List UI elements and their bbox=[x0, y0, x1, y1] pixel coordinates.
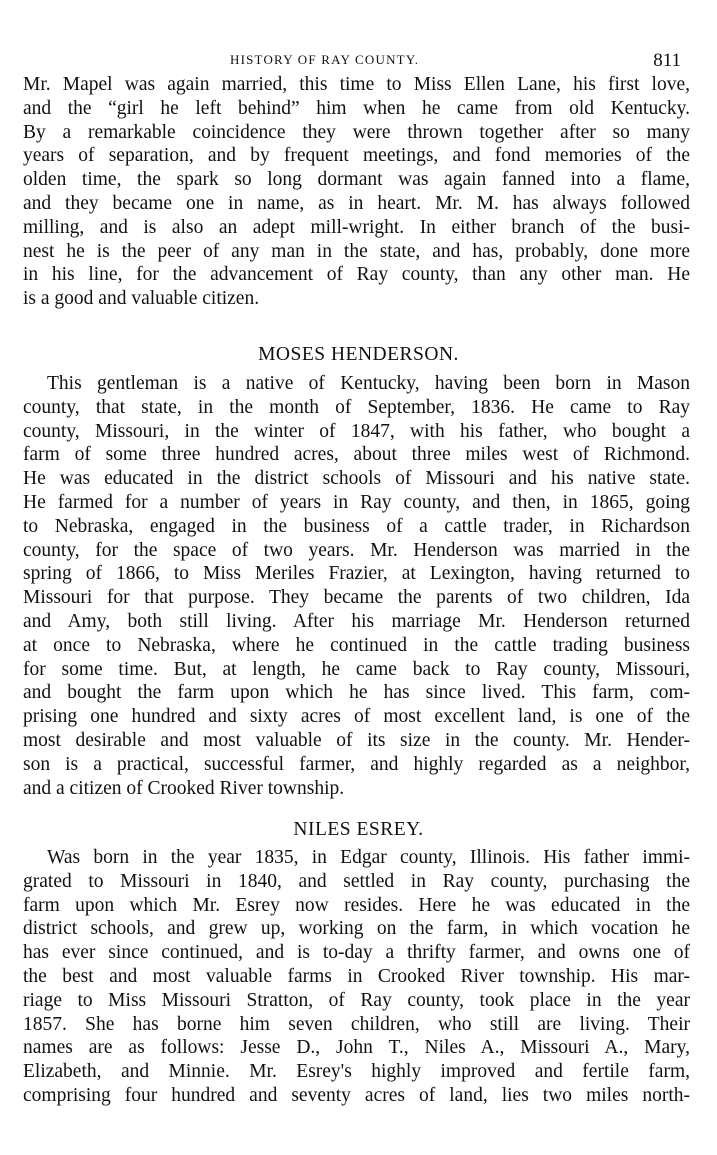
text-line: olden time, the spark so long dormant was again fanned into a flame, bbox=[23, 169, 690, 191]
text-line: prising one hundred and sixty acres of most excellent land, is one of the bbox=[23, 706, 690, 728]
text-line: farm of some three hundred acres, about three miles west of Richmond. bbox=[23, 444, 690, 466]
text-line: county, Missouri, in the winter of 1847, with his father, who bought a bbox=[23, 420, 690, 442]
text-line: milling, and is also an adept mill-wright. In either branch of the busi- bbox=[23, 216, 690, 238]
paragraph-mapel bbox=[23, 73, 690, 311]
running-title: HISTORY OF RAY COUNTY. bbox=[230, 52, 420, 67]
text-line: Elizabeth, and Minnie. Mr. Esrey's highly improved and fertile farm, bbox=[23, 1061, 690, 1083]
text-line: Mr. Mapel was again married, this time to Miss Ellen Lane, his first love, bbox=[23, 74, 690, 95]
text-line: at once to Nebraska, where he continued in the cattle trading business bbox=[23, 634, 690, 656]
text-line: county, that state, in the month of September, 1836. He came to Ray bbox=[23, 396, 690, 418]
text-line: 1857. She has borne him seven children, who still are living. Their bbox=[23, 1013, 690, 1035]
text-line: He farmed for a number of years in Ray county, and then, in 1865, going bbox=[23, 491, 690, 513]
text-line: and Amy, both still living. After his marriage Mr. Henderson returned bbox=[23, 610, 690, 632]
text-line: county, for the space of two years. Mr. Henderson was married in the bbox=[23, 539, 690, 561]
page-number: 811 bbox=[653, 50, 681, 71]
section-heading-moses-henderson: MOSES HENDERSON. bbox=[258, 344, 459, 365]
text-line: and bought the farm upon which he has since lived. This farm, com- bbox=[23, 682, 690, 704]
text-line: most desirable and most valuable of its size in the county. Mr. Hender- bbox=[23, 729, 690, 751]
text-line: grated to Missouri in 1840, and settled in Ray county, purchasing the bbox=[23, 870, 690, 892]
text-line: and they became one in name, as in heart. Mr. M. has always followed bbox=[23, 192, 690, 214]
running-header bbox=[0, 50, 717, 72]
text-line: district schools, and grew up, working on the farm, in which vocation he bbox=[23, 918, 690, 940]
text-line: son is a practical, successful farmer, and highly regarded as a neighbor, bbox=[23, 753, 690, 775]
text-line: years of separation, and by frequent meetings, and fond memories of the bbox=[23, 145, 690, 167]
text-line: for some time. But, at length, he came back to Ray county, Missouri, bbox=[23, 658, 690, 680]
text-line: He was educated in the district schools of Missouri and his native state. bbox=[23, 468, 690, 490]
text-line: nest he is the peer of any man in the state, and has, probably, done more bbox=[23, 240, 690, 262]
text-line: is a good and valuable citizen. bbox=[23, 288, 260, 310]
text-line: in his line, for the advancement of Ray county, than any other man. He bbox=[23, 264, 690, 286]
text-line: the best and most valuable farms in Crooked River township. His mar- bbox=[23, 965, 690, 987]
text-line: By a remarkable coincidence they were thrown together after so many bbox=[23, 121, 690, 143]
text-line: farm upon which Mr. Esrey now resides. Here he was educated in the bbox=[23, 894, 690, 916]
text-line: and the “girl he left behind” him when he came from old Kentucky. bbox=[23, 97, 690, 119]
text-line: spring of 1866, to Miss Meriles Frazier, at Lexington, having returned to bbox=[23, 563, 690, 585]
text-line: to Nebraska, engaged in the business of a cattle trader, in Richardson bbox=[23, 515, 690, 537]
text-line: comprising four hundred and seventy acres of land, lies two miles north- bbox=[23, 1084, 690, 1106]
text-line: riage to Miss Missouri Stratton, of Ray county, took place in the year bbox=[23, 989, 690, 1011]
text-line: Was born in the year 1835, in Edgar county, Illinois. His father immi- bbox=[47, 847, 690, 868]
paragraph-moses-henderson bbox=[23, 372, 690, 800]
paragraph-niles-esrey bbox=[23, 846, 690, 1108]
text-line: names are as follows: Jesse D., John T., Niles A., Missouri A., Mary, bbox=[23, 1037, 690, 1059]
text-line: and a citizen of Crooked River township. bbox=[23, 777, 345, 799]
text-line: Missouri for that purpose. They became the parents of two children, Ida bbox=[23, 587, 690, 609]
text-line: has ever since continued, and is to-day a thrifty farmer, and owns one of bbox=[23, 942, 690, 964]
section-heading-niles-esrey: NILES ESREY. bbox=[293, 819, 424, 840]
text-line: This gentleman is a native of Kentucky, having been born in Mason bbox=[47, 373, 690, 394]
